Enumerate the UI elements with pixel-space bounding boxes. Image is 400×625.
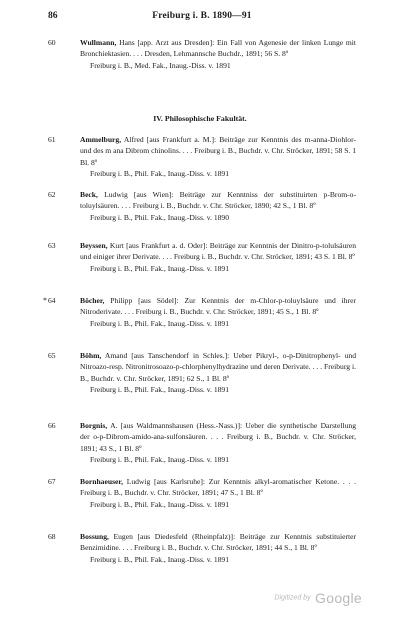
author-name: Böcher,: [80, 296, 105, 305]
entry-institution: Freiburg i. B., Med. Fak., Inaug.-Diss. v. 1891: [90, 60, 231, 70]
entry-body: [80, 476, 356, 510]
entry-body: [80, 240, 356, 274]
entry-text: Ludwig [aus Wien]: Beiträge zur Kenntniss der substituirten p-Brom-o-toluylsäuren. . . . Freiburg i. B., Buchdr. v. Chr. Ströcker, 1890; 42 S., 1 Bl. 8º: [80, 190, 356, 211]
google-logo: Google: [315, 589, 362, 606]
entry-text: Alfred [aus Frankfurt a. M.]: Beiträge zur Kenntnis des m-anna-Diohlor- und des m ana Dibrom chinolins. . . . Freiburg i. B., Buchdr. v. Chr. Ströcker, 1891; 58 S. 1 Bl. 8º: [80, 135, 357, 167]
entry-number: 68: [48, 532, 56, 541]
author-name: Bornhaeuser,: [80, 477, 123, 486]
entry-institution: Freiburg i. B., Phil. Fak., Inaug.-Diss. v. 1891: [90, 263, 230, 273]
running-head: Freiburg i. B. 1890—91: [152, 11, 252, 21]
section-title: IV. Philosophische Fakultät.: [153, 114, 247, 123]
entry-body: [80, 37, 356, 71]
entry-number: 60: [48, 38, 56, 47]
entry-institution: Freiburg i. B., Phil. Fak., Inaug.-Diss. v. 1891: [90, 318, 230, 328]
entry-number: 66: [48, 421, 56, 430]
entry-text: Ludwig [aus Karlsruhe]: Zur Kenntnis alkyl-aromatischer Ketone. . . . Freiburg i. B., Buchdr. v. Chr. Ströcker, 1891; 47 S., 1 Bl. 8º: [80, 477, 356, 498]
entry-number: 63: [48, 241, 56, 250]
page-number: 86: [48, 11, 58, 21]
entry-number: 65: [48, 351, 56, 360]
entry-text: Hans [app. Arzt aus Dresden]: Ein Fall von Agenesie der linken Lunge mit Bronchiektasien. . . . Dresden, Lehmannsche Buchdr., 1891; 56 S. 8º: [80, 38, 356, 59]
author-name: Ammelburg,: [80, 135, 122, 144]
asterisk-mark: *: [43, 296, 47, 305]
author-name: Beyssen,: [80, 241, 108, 250]
entry-body: [80, 134, 356, 180]
entry-institution: Freiburg i. B., Phil. Fak., Inaug.-Diss. v. 1891: [90, 499, 230, 509]
digitized-watermark: [274, 589, 362, 607]
entry-body: [80, 295, 356, 329]
entry-institution: Freiburg i. B., Phil. Fak., Inaug.-Diss. v. 1891: [90, 385, 230, 395]
entry-text: Philipp [aus Södel]: Zur Kenntnis der m-Chlor-p-toluylsäure und ihrer Nitroderivate. . . . Freiburg i. B., Buchdr. v. Chr. Ströcker, 1891; 45 S., 1 Bl. 8º: [80, 296, 356, 317]
entry-number: 61: [48, 135, 56, 144]
entry-institution: Freiburg i. B., Phil. Fak., Inaug.-Diss. v. 1891: [90, 169, 230, 179]
page-header: [48, 11, 356, 25]
author-name: Beck,: [80, 190, 98, 199]
entry-body: [80, 350, 356, 396]
entry-institution: Freiburg i. B., Phil. Fak., Inaug.-Diss. v. 1890: [90, 212, 230, 222]
author-name: Bossung,: [80, 532, 109, 541]
author-name: Wullmann,: [80, 38, 117, 47]
entry-text: A. [aus Waldmannshausen (Hess.-Nass.)]: Ueber die synthetische Darstellung der o-p-Dibrom-amido-ana-sulfonsäuren. . . . Freiburg i. B., Buchdr. v. Chr. Ströcker, 1891; 43 S., 1 Bl. 8º: [80, 421, 356, 453]
entry-number: 64: [48, 296, 56, 305]
entry-institution: Freiburg i. B., Phil. Fak., Inaug.-Diss. v. 1891: [90, 554, 230, 564]
entry-body: [80, 189, 356, 223]
entry-institution: Freiburg i. B., Phil. Fak., Inaug.-Diss. v. 1891: [90, 455, 230, 465]
entry-text: Kurt [aus Frankfurt a. d. Oder]: Beiträge zur Kenntnis der Dinitro-p-tolulsäuren und einiger ihrer Derivate. . . . Freiburg i. B., Buchdr. v. Chr. Ströcker, 1891; 43 S. 1 Bl. 8º: [80, 241, 356, 262]
author-name: Borgnis,: [80, 421, 108, 430]
entry-number: 67: [48, 477, 56, 486]
entry-text: Eugen [aus Diedesfeld (Rheinpfalz)]: Beiträge zur Kenntnis substituierter Benzimidine. . . . Freiburg i. B., Buchdr. v. Chr. Ströcker, 1891; 44 S., 1 Bl. 8º: [80, 532, 356, 553]
watermark-prefix: Digitized by: [274, 594, 311, 602]
entry-body: [80, 531, 356, 565]
entry-number: 62: [48, 190, 56, 199]
entry-text: Amand [aus Tanschendorf in Schles.]: Ueber Pikryl-, o-p-Dinitrophenyl- und Nitroazo-resp. Nitronitrosoazo-p-chlorphenylhydrazine und deren Derivate. . . . Freiburg i. B., Buchdr. v. Chr. Ströcker, 1891; 62 S., 1 Bl. 8º: [80, 351, 356, 383]
entry-body: [80, 420, 356, 466]
author-name: Böhm,: [80, 351, 102, 360]
